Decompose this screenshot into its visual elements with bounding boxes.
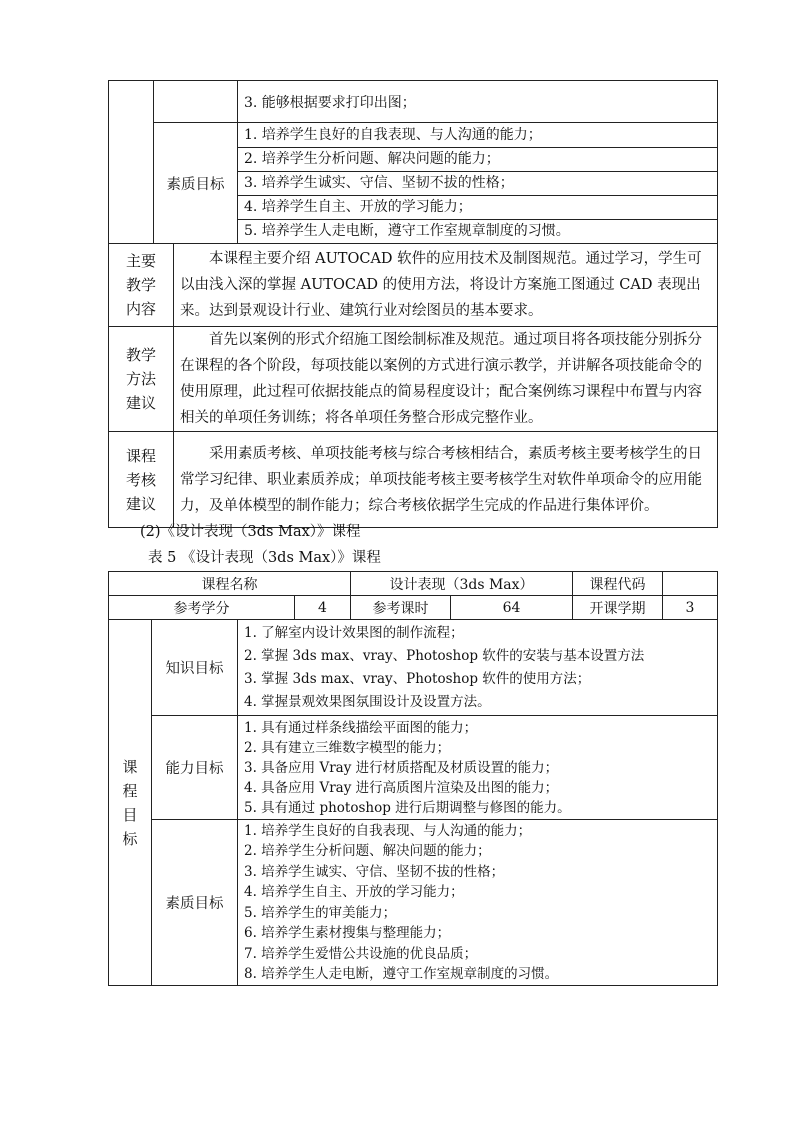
teaching-method-text: 首先以案例的形式介绍施工图绘制标准及规范。通过项目将各项技能分别拆分在课程的各个阶段，每项技能以案例的方式进行演示教学，并讲解各项技能命令的使用原理，此过程可依据技能点的简易程度设计；配合案例练习课程中布置与内容相关的单项任务训练；将各单项任务整合形成完整作业。 [174,327,718,432]
main-content-text: 本课程主要介绍 AUTOCAD 软件的应用技术及制图规范。通过学习，学生可以由浅入深的掌握 AUTOCAD 的使用方法，将设计方案施工图通过 CAD 表现出来。达到景观设计行业、建筑行业对绘图员的基本要求。 [174,244,718,327]
quality-item: 7. 培养学生爱惜公共设施的优良品质； [244,945,478,962]
term-label: 开课学期 [573,596,663,620]
credit-value: 4 [295,596,351,620]
course-table-5 [108,571,718,986]
assessment-text: 采用素质考核、单项技能考核与综合考核相结合，素质考核主要考核学生的日常学习纪律、职业素质养成；单项技能考核主要考核学生对软件单项命令的应用能力，及单体模型的制作能力；综合考核依据学生完成的作品进行集体评价。 [174,432,718,528]
course-name-value: 设计表现（3ds Max） [351,572,573,596]
hours-label: 参考课时 [351,596,451,620]
objectives-label: 课 程 目 标 [109,620,152,986]
term-value: 3 [663,596,718,620]
category-cell-empty [154,81,238,123]
knowledge-item: 4. 掌握景观效果图氛围设计及设置方法。 [244,693,491,710]
course-table-continued [108,80,718,528]
course-code-value [663,572,718,596]
quality-item: 4. 培养学生自主、开放的学习能力； [238,196,717,220]
credit-label: 参考学分 [109,596,295,620]
quality-label: 素质目标 [154,123,238,244]
table-caption: 表 5 《设计表现（3ds Max）》课程 [148,550,381,566]
course-name-label: 课程名称 [109,572,351,596]
quality-label-t5: 素质目标 [152,820,238,986]
knowledge-item: 1. 了解室内设计效果图的制作流程； [244,624,464,641]
quality-item: 5. 培养学生的审美能力； [244,904,397,921]
quality-item: 4. 培养学生自主、开放的学习能力； [244,884,464,900]
ability-item: 1. 具有通过样条线描绘平面图的能力； [244,719,478,736]
ability-item: 3. 具备应用 Vray 进行材质搭配及材质设置的能力； [244,759,559,776]
main-content-label: 主要 教学 内容 [109,244,174,327]
ability-item: 5. 具有通过 photoshop 进行后期调整与修图的能力。 [244,799,571,816]
hours-value: 64 [451,596,573,620]
quality-items-t5 [238,820,718,986]
knowledge-items [238,620,718,716]
quality-item: 6. 培养学生素材搜集与整理能力； [244,925,451,941]
ability-item: 4. 具备应用 Vray 进行高质图片渲染及出图的能力； [244,779,559,796]
course-code-label: 课程代码 [573,572,663,596]
knowledge-item: 2. 掌握 3ds max、vray、Photoshop 软件的安装与基本设置方法 [244,647,645,664]
knowledge-label: 知识目标 [152,620,238,716]
objective-item: 3. 能够根据要求打印出图； [238,81,718,123]
section-heading: (2)《设计表现（3ds Max）》课程 [140,524,361,540]
quality-item: 2. 培养学生分析问题、解决问题的能力； [238,148,717,172]
quality-item: 2. 培养学生分析问题、解决问题的能力； [244,843,491,859]
quality-item: 8. 培养学生人走电断，遵守工作室规章制度的习惯。 [244,966,559,982]
teaching-method-label: 教学 方法 建议 [109,327,174,432]
knowledge-item: 3. 掌握 3ds max、vray、Photoshop 软件的使用方法； [244,670,591,687]
quality-item: 5. 培养学生人走电断，遵守工作室规章制度的习惯。 [244,222,570,239]
ability-item: 2. 具有建立三维数字模型的能力； [244,739,451,756]
quality-items [238,123,718,244]
ability-items [238,716,718,820]
ability-label: 能力目标 [152,716,238,820]
assessment-label: 课程 考核 建议 [109,432,174,528]
objectives-label-cell [109,81,154,244]
quality-item: 3. 培养学生诚实、守信、坚韧不拔的性格； [238,172,717,196]
quality-item: 3. 培养学生诚实、守信、坚韧不拔的性格； [244,863,505,880]
quality-item: 1. 培养学生良好的自我表现、与人沟通的能力； [244,822,532,839]
quality-item: 1. 培养学生良好的自我表现、与人沟通的能力； [238,124,717,148]
